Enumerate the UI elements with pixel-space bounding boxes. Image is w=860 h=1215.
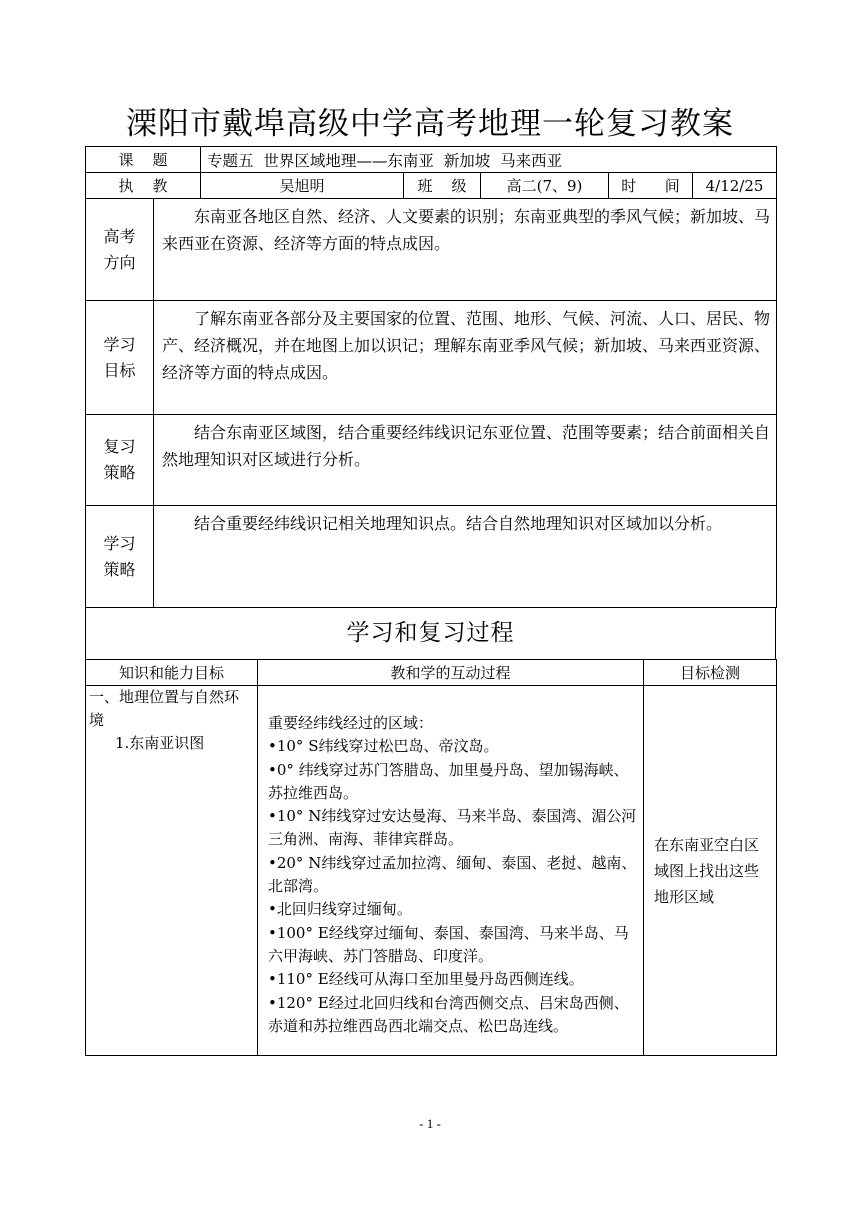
teacher-label: 执 教 bbox=[86, 173, 201, 199]
content-item-2: •0° 纬线穿过苏门答腊岛、加里曼丹岛、望加锡海峡、苏拉维西岛。 bbox=[268, 760, 629, 802]
goal-line-1: 一、地理位置与自然环境 bbox=[89, 688, 240, 729]
content-item-5: •北回归线穿过缅甸。 bbox=[268, 900, 412, 919]
topic-label: 课 题 bbox=[86, 147, 201, 173]
document-title: 溧阳市戴埠高级中学高考地理一轮复习教案 bbox=[126, 106, 734, 142]
process-title: 学习和复习过程 bbox=[85, 607, 776, 659]
time-value: 4/12/25 bbox=[693, 173, 777, 199]
content-item-8: •120° E经过北回归线和台湾西侧交点、吕宋岛西侧、赤道和苏拉维西岛西北端交点、松巴岛连线。 bbox=[268, 993, 629, 1035]
content-item-1: •10° S纬线穿过松巴岛、帝汶岛。 bbox=[268, 737, 499, 756]
class-value: 高二(7、9) bbox=[481, 173, 609, 199]
section-table bbox=[85, 198, 777, 608]
section-text-study: 结合重要经纬线识记相关地理知识点。结合自然地理知识对区域加以分析。 bbox=[154, 506, 777, 608]
check-cell: 在东南亚空白区域图上找出这些地形区域 bbox=[644, 686, 777, 1056]
class-label: 班 级 bbox=[404, 173, 481, 199]
topic-value: 专题五 世界区域地理——东南亚 新加坡 马来西亚 bbox=[201, 147, 777, 173]
col-header-goals: 知识和能力目标 bbox=[86, 660, 258, 686]
content-item-3: •10° N纬线穿过安达曼海、马来半岛、泰国湾、湄公河三角洲、南海、菲律宾群岛。 bbox=[268, 807, 637, 849]
section-text-goals: 了解东南亚各部分及主要国家的位置、范围、地形、气候、河流、人口、居民、物产、经济概况，并在地图上加以识记；理解东南亚季风气候；新加坡、马来西亚资源、经济等方面的特点成因。 bbox=[154, 301, 777, 415]
content-item-6: •100° E经线穿过缅甸、泰国、泰国湾、马来半岛、马六甲海峡、苏门答腊岛、印度洋。 bbox=[268, 923, 629, 965]
col-header-process: 教和学的互动过程 bbox=[258, 660, 644, 686]
content-item-4: •20° N纬线穿过孟加拉湾、缅甸、泰国、老挝、越南、北部湾。 bbox=[268, 853, 637, 896]
teacher-value: 吴旭明 bbox=[201, 173, 404, 199]
content-intro: 重要经纬线经过的区域： bbox=[268, 714, 434, 732]
goal-line-2: 1.东南亚识图 bbox=[115, 734, 205, 752]
header-table bbox=[85, 146, 777, 199]
content-item-7: •110° E经线可从海口至加里曼丹岛西侧连线。 bbox=[268, 970, 584, 989]
time-label: 时 间 bbox=[609, 173, 693, 199]
page-number: - 1 - bbox=[419, 1116, 441, 1131]
process-table bbox=[85, 659, 777, 1056]
section-text-review: 结合东南亚区域图，结合重要经纬线识记东亚位置、范围等要素；结合前面相关自然地理知识对区域进行分析。 bbox=[154, 415, 777, 506]
col-header-check: 目标检测 bbox=[644, 660, 777, 686]
section-label-goals: 学习目标 bbox=[86, 301, 154, 415]
section-text-direction: 东南亚各地区自然、经济、人文要素的识别；东南亚典型的季风气候；新加坡、马来西亚在资源、经济等方面的特点成因。 bbox=[154, 199, 777, 301]
process-cell bbox=[258, 686, 644, 1056]
section-label-study: 学习策略 bbox=[86, 506, 154, 608]
section-label-review: 复习策略 bbox=[86, 415, 154, 506]
goals-cell bbox=[86, 686, 258, 1056]
section-label-direction: 高考方向 bbox=[86, 199, 154, 301]
